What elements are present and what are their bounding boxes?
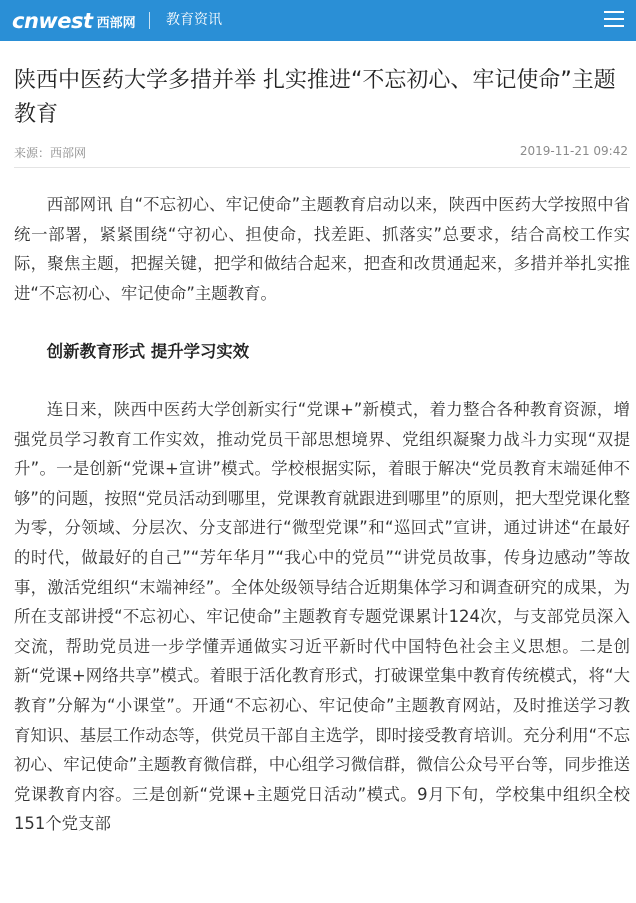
section-link-education[interactable]: 教育资讯 <box>166 12 222 28</box>
article-paragraph: 西部网讯 自“不忘初心、牢记使命”主题教育启动以来，陕西中医药大学按照中省统一部署，紧紧围绕“守初心、担使命，找差距、抓落实”总要求，结合高校工作实际，聚焦主题，把握关键，把学和做结合起来，把查和改贯通起来，多措并举扎实推进“不忘初心、牢记使命”主题教育。 <box>14 195 630 303</box>
logo-chinese-name: 西部网 <box>96 15 136 31</box>
hamburger-menu-icon[interactable] <box>604 11 624 29</box>
article-body <box>14 190 630 839</box>
header-divider <box>149 12 150 29</box>
title-divider <box>14 167 630 168</box>
cnwest-logo[interactable] <box>12 8 136 34</box>
article-source: 来源：西部网 <box>14 146 87 160</box>
article-title: 陕西中医药大学多措并举 扎实推进“不忘初心、牢记使命”主题教育 <box>14 68 616 127</box>
logo-wordmark: cnwest <box>12 9 93 33</box>
article-paragraph: 连日来，陕西中医药大学创新实行“党课+”新模式，着力整合各种教育资源，增强党员学习教育工作实效，推动党员干部思想境界、党组织凝聚力战斗力实现“双提升”。一是创新“党课+宣讲”模式。学校根据实际，着眼于解决“党员教育末端延伸不够”的问题，按照“党员活动到哪里，党课教育就跟进到哪里”的原则，把大型党课化整为零，分领域、分层次、分支部进行“微型党课”和“巡回式”宣讲，通过讲述“在最好的时代，做最好的自己”“芳年华月”“我心中的党员”“讲党员故事，传身边感动”等故事，激活党组织“末端神经”。全体处级领导结合近期集体学习和调查研究的成果，为所在支部讲授“不忘初心、牢记使命”主题教育专题党课累计124次，与支部党员深入交流，帮助党员进一步学懂弄通做实习近平新时代中国特色社会主义思想。二是创新“党课+网络共享”模式。着眼于活化教育形式，打破课堂集中教育传统模式，将“大教育”分解为“小课堂”。开通“不忘初心、牢记使命”主题教育网站，及时推送学习教育知识、基层工作动态等，供党员干部自主选学，即时接受教育培训。充分利用“不忘初心、牢记使命”主题教育微信群，中心组学习微信群，微信公众号平台等，同步推送党课教育内容。三是创新“党课+主题党日活动”模式。9月下旬，学校集中组织全校151个党支部 <box>14 399 630 834</box>
article-subheading: 创新教育形式 提升学习实效 <box>46 342 250 362</box>
article-date: 2019-11-21 09:42 <box>519 144 628 158</box>
top-navigation-bar <box>0 0 636 41</box>
